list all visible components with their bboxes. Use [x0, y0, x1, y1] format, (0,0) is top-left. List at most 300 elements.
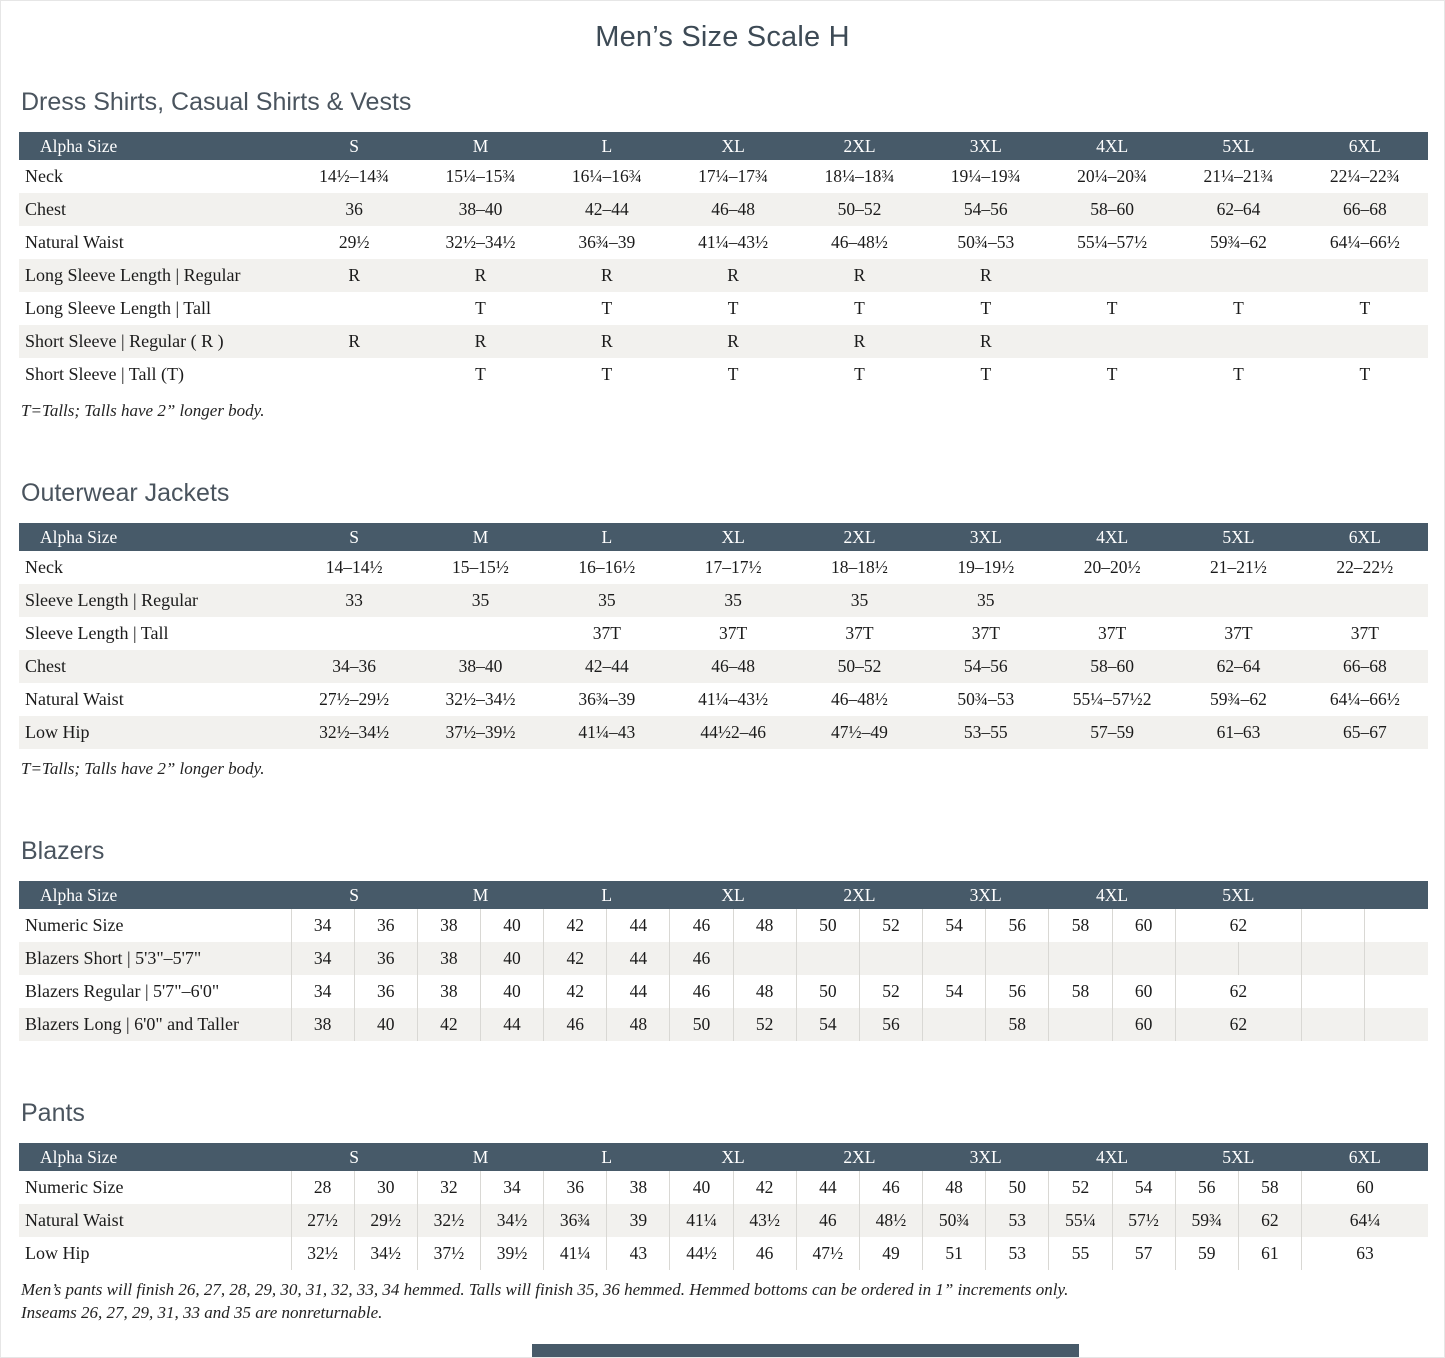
table-cell: 37T [1350, 623, 1379, 643]
table-cell: 28 [291, 1171, 354, 1204]
table-cell: 52 [733, 1008, 796, 1041]
table-cell: 55¼–57½ [1077, 232, 1148, 252]
footnote: T=Talls; Talls have 2” longer body. [21, 759, 265, 778]
table-cell [1175, 259, 1301, 292]
table-cell: 27½–29½ [319, 689, 390, 709]
table-row [19, 909, 1428, 942]
table-row [19, 1204, 1428, 1237]
table-cell: 46 [670, 942, 733, 975]
table-cell: 58 [986, 1008, 1049, 1041]
table-cell: 61 [1238, 1237, 1301, 1270]
table-cell: 53 [986, 1237, 1049, 1270]
column-header: L [544, 1143, 670, 1171]
table-cell: 47½–49 [831, 722, 888, 742]
table-cell: T [854, 298, 865, 318]
table-cell: R [853, 331, 866, 351]
table-cell: 44 [607, 942, 670, 975]
table-cell [291, 358, 417, 391]
table-cell: 36 [544, 1171, 607, 1204]
table-cell: 59 [1175, 1237, 1238, 1270]
table-cell: 17–17½ [704, 557, 762, 577]
column-header: S [291, 523, 417, 551]
table-cell: 16¼–16¾ [571, 166, 642, 186]
table-cell [1175, 584, 1301, 617]
column-header: S [291, 132, 417, 160]
table-cell: 57 [1112, 1237, 1175, 1270]
table-cell: T [601, 364, 613, 384]
table-cell: 54 [796, 1008, 859, 1041]
table-cell [733, 942, 796, 975]
table-cell: T [854, 364, 865, 384]
table-row [19, 226, 1428, 259]
size-tables-container [1, 88, 1444, 1323]
table-cell: 63 [1302, 1237, 1429, 1270]
table-cell: 46 [796, 1204, 859, 1237]
column-header: 6XL [1302, 523, 1428, 551]
table-cell [291, 617, 417, 650]
table-cell: 14–14½ [325, 557, 383, 577]
table-cell: 43½ [733, 1204, 796, 1237]
table-cell: 41¼ [670, 1204, 733, 1237]
table-cell [1365, 942, 1428, 975]
table-cell: 41¼ [544, 1237, 607, 1270]
table-cell: 22¼–22¾ [1329, 166, 1400, 186]
table-cell: 66–68 [1342, 656, 1387, 676]
table-cell: 54 [1112, 1171, 1175, 1204]
table-cell: 62 [1175, 909, 1301, 942]
table-cell [1365, 909, 1428, 942]
header-row [19, 1143, 1428, 1171]
table-cell: 50 [796, 975, 859, 1008]
table-cell: R [727, 331, 739, 351]
table-cell: 48½ [859, 1204, 922, 1237]
table-cell: 43 [607, 1237, 670, 1270]
column-header: 6XL [1302, 1143, 1429, 1171]
table-cell: 64¼–66½ [1329, 689, 1400, 709]
table-cell: 35 [471, 590, 490, 610]
table-cell: R [474, 265, 487, 285]
table-cell: 34–36 [332, 656, 377, 676]
table-cell: 36 [354, 909, 417, 942]
table-cell [291, 292, 417, 325]
size-table [19, 132, 1428, 391]
column-header: S [291, 1143, 417, 1171]
table-cell: 38–40 [458, 656, 503, 676]
table-cell: 57–59 [1090, 722, 1134, 742]
table-cell: 14½–14¾ [319, 166, 390, 186]
table-cell: 34 [480, 1171, 543, 1204]
table-cell [1112, 942, 1175, 975]
table-cell: 38 [291, 1008, 354, 1041]
table-row [19, 650, 1428, 683]
table-cell: 60 [1112, 975, 1175, 1008]
table-cell: 59¾ [1175, 1204, 1238, 1237]
table-cell: 61–63 [1216, 722, 1261, 742]
table-cell: 46–48½ [831, 689, 888, 709]
table-cell [1302, 259, 1428, 292]
table-cell: T [1359, 298, 1371, 318]
table-cell: 54–56 [963, 656, 1008, 676]
column-header: 5XL [1175, 523, 1301, 551]
table-cell: T [475, 298, 486, 318]
table-cell [1049, 325, 1175, 358]
column-header: 2XL [796, 1143, 922, 1171]
table-cell: 53 [986, 1204, 1049, 1237]
column-header: 6XL [1302, 132, 1428, 160]
row-label: Low Hip [25, 1243, 90, 1263]
table-row [19, 975, 1428, 1008]
table-cell: 32½ [291, 1237, 354, 1270]
table-cell: 46 [670, 975, 733, 1008]
table-cell: 56 [986, 975, 1049, 1008]
table-cell [1049, 259, 1175, 292]
table-cell: 15¼–15¾ [445, 166, 516, 186]
row-label: Chest [25, 199, 67, 219]
row-label: Neck [25, 166, 63, 186]
table-cell [1302, 975, 1365, 1008]
column-header: 3XL [923, 132, 1049, 160]
table-cell: 19¼–19¾ [950, 166, 1021, 186]
table-cell: 50–52 [837, 656, 882, 676]
table-row [19, 160, 1428, 193]
table-cell [1175, 325, 1301, 358]
table-cell: 52 [859, 975, 922, 1008]
table-cell: R [853, 265, 866, 285]
column-header: 4XL [1049, 881, 1175, 909]
table-cell: 46 [859, 1171, 922, 1204]
row-label: Numeric Size [25, 1177, 124, 1197]
table-cell: 55¼–57½2 [1072, 689, 1152, 709]
table-cell: R [979, 265, 992, 285]
table-cell: 65–67 [1342, 722, 1387, 742]
table-cell: 42 [417, 1008, 480, 1041]
table-cell: 42 [544, 942, 607, 975]
table-cell: 62–64 [1216, 199, 1261, 219]
column-header: M [417, 881, 543, 909]
table-cell: 40 [354, 1008, 417, 1041]
table-cell: 32 [417, 1171, 480, 1204]
table-cell: 37T [1098, 623, 1127, 643]
table-cell: 37T [845, 623, 874, 643]
table-cell: 37T [719, 623, 748, 643]
table-cell: 38–40 [458, 199, 503, 219]
table-cell: 33 [345, 590, 363, 610]
table-cell: 40 [480, 909, 543, 942]
table-cell: 60 [1302, 1171, 1429, 1204]
row-label: Blazers Short | 5'3"–5'7" [25, 948, 202, 968]
table-cell: 18¼–18¾ [824, 166, 895, 186]
table-cell: 32½ [417, 1204, 480, 1237]
column-header: XL [670, 523, 796, 551]
size-chart-document [1, 1, 1444, 1323]
table-cell: T [980, 298, 992, 318]
table-cell [1049, 584, 1175, 617]
table-cell: 48 [923, 1171, 986, 1204]
table-cell: 21¼–21¾ [1203, 166, 1274, 186]
table-cell: 64¼ [1302, 1204, 1429, 1237]
table-row [19, 716, 1428, 749]
section-heading: Dress Shirts, Casual Shirts & Vests [21, 88, 412, 116]
section-dress-shirts-casual-shirts-vests [19, 88, 1426, 421]
section-heading: Blazers [21, 837, 105, 865]
table-cell: 30 [354, 1171, 417, 1204]
alpha-size-header: Alpha Size [19, 523, 291, 551]
table-cell: 58 [1049, 909, 1112, 942]
table-cell: 48 [733, 975, 796, 1008]
table-cell: 18–18½ [831, 557, 888, 577]
table-cell: 50¾–53 [957, 232, 1015, 252]
table-cell [1302, 942, 1365, 975]
table-row [19, 683, 1428, 716]
header-row [19, 523, 1428, 551]
row-label: Sleeve Length | Regular [25, 590, 199, 610]
table-cell: 37T [1224, 623, 1253, 643]
table-cell: 34½ [480, 1204, 543, 1237]
table-cell: 50 [986, 1171, 1049, 1204]
table-row [19, 942, 1428, 975]
column-header: 5XL [1175, 1143, 1301, 1171]
table-cell: 66–68 [1342, 199, 1387, 219]
table-cell: T [1106, 298, 1118, 318]
section-heading: Pants [21, 1099, 85, 1127]
table-cell [1302, 584, 1428, 617]
footnote: T=Talls; Talls have 2” longer body. [21, 401, 265, 420]
table-cell [859, 942, 922, 975]
table-cell: 59¾–62 [1210, 232, 1267, 252]
table-cell: 56 [1175, 1171, 1238, 1204]
table-cell: 37½–39½ [445, 722, 516, 742]
table-cell: 58 [1238, 1171, 1301, 1204]
table-row [19, 1171, 1428, 1204]
column-header: L [544, 881, 670, 909]
table-cell: 47½ [796, 1237, 859, 1270]
footnote: Men’s pants will finish 26, 27, 28, 29, 30, 31, 32, 33, 34 hemmed. Talls will finish 35, 36 hemmed. Hemmed bottoms can be ordered in 1” increments only. [21, 1280, 1069, 1299]
table-cell: 20¼–20¾ [1077, 166, 1148, 186]
table-row [19, 325, 1428, 358]
table-cell: 44½ [670, 1237, 733, 1270]
table-cell: T [1233, 364, 1244, 384]
row-label: Natural Waist [25, 1210, 124, 1230]
table-cell: 44 [480, 1008, 543, 1041]
column-header: 2XL [796, 881, 922, 909]
table-cell: 54 [923, 909, 986, 942]
row-label: Numeric Size [25, 915, 124, 935]
table-cell: T [980, 364, 992, 384]
table-row [19, 551, 1428, 584]
column-header: 3XL [923, 881, 1049, 909]
table-cell: 39½ [480, 1237, 543, 1270]
table-cell: 36 [345, 199, 363, 219]
table-row [19, 193, 1428, 226]
table-cell: 36¾–39 [578, 689, 636, 709]
table-cell: T [727, 298, 739, 318]
table-cell: 42 [544, 975, 607, 1008]
section-blazers [19, 837, 1426, 1041]
table-cell [1175, 942, 1238, 975]
table-cell: 42–44 [584, 656, 629, 676]
table-cell: 62–64 [1216, 656, 1261, 676]
table-cell: 35 [850, 590, 869, 610]
column-header: 4XL [1049, 132, 1175, 160]
table-cell: R [348, 265, 360, 285]
table-cell [1302, 325, 1428, 358]
table-cell: 34 [291, 909, 354, 942]
table-cell: 46–48 [711, 199, 756, 219]
row-label: Neck [25, 557, 63, 577]
table-cell: 49 [859, 1237, 922, 1270]
table-cell: 27½ [291, 1204, 354, 1237]
row-label: Long Sleeve Length | Regular [25, 265, 241, 285]
table-cell: 22–22½ [1336, 557, 1394, 577]
table-row [19, 617, 1428, 650]
table-cell: 56 [986, 909, 1049, 942]
table-cell: 36¾–39 [578, 232, 636, 252]
column-header: M [417, 1143, 543, 1171]
table-cell: 34½ [354, 1237, 417, 1270]
table-cell: 15–15½ [452, 557, 509, 577]
table-cell: 42 [733, 1171, 796, 1204]
row-label: Sleeve Length | Tall [25, 623, 169, 643]
table-cell: 17¼–17¾ [698, 166, 769, 186]
section-pants [19, 1099, 1426, 1323]
table-cell: 58–60 [1090, 656, 1134, 676]
table-cell [1302, 909, 1365, 942]
table-cell: 62 [1175, 1008, 1301, 1041]
table-cell: R [600, 265, 613, 285]
table-cell: 51 [923, 1237, 986, 1270]
table-cell: 35 [598, 590, 616, 610]
table-row [19, 1237, 1428, 1270]
table-cell: 34 [291, 975, 354, 1008]
row-label: Chest [25, 656, 67, 676]
table-cell: 50 [670, 1008, 733, 1041]
table-cell: 55 [1049, 1237, 1112, 1270]
table-cell: 36 [354, 975, 417, 1008]
table-cell: 62 [1175, 975, 1301, 1008]
table-cell: 42–44 [584, 199, 629, 219]
table-row [19, 1008, 1428, 1041]
table-cell: 46–48½ [831, 232, 888, 252]
table-cell: 55¼ [1049, 1204, 1112, 1237]
size-table [19, 523, 1428, 749]
table-cell: 50¾ [923, 1204, 986, 1237]
table-cell [1365, 975, 1428, 1008]
table-cell: 29½ [338, 232, 370, 252]
column-header: 3XL [923, 1143, 1049, 1171]
table-cell: T [475, 364, 486, 384]
table-cell: 48 [733, 909, 796, 942]
section-heading: Outerwear Jackets [21, 479, 230, 507]
table-cell: 44 [796, 1171, 859, 1204]
header-row [19, 132, 1428, 160]
table-cell: 38 [417, 975, 480, 1008]
table-cell: 34 [291, 942, 354, 975]
row-label: Natural Waist [25, 689, 124, 709]
column-header: 3XL [923, 523, 1049, 551]
row-label: Blazers Regular | 5'7"–6'0" [25, 981, 220, 1001]
table-cell: R [348, 331, 360, 351]
column-header: XL [670, 1143, 796, 1171]
page-title: Men’s Size Scale H [595, 21, 850, 53]
table-cell [1365, 1008, 1428, 1041]
table-cell: 32½–34½ [319, 722, 390, 742]
table-cell: 56 [859, 1008, 922, 1041]
table-cell: 32½–34½ [445, 689, 516, 709]
table-cell: R [474, 331, 487, 351]
table-cell: 36 [354, 942, 417, 975]
column-header: XL [670, 132, 796, 160]
table-cell: 48 [607, 1008, 670, 1041]
table-cell: 29½ [354, 1204, 417, 1237]
table-cell: T [1106, 364, 1118, 384]
column-header: 4XL [1049, 523, 1175, 551]
table-cell: 37½ [417, 1237, 480, 1270]
table-cell: 50 [796, 909, 859, 942]
alpha-size-header: Alpha Size [19, 881, 291, 909]
table-cell: 58–60 [1090, 199, 1134, 219]
table-cell: 50¾–53 [957, 689, 1015, 709]
table-cell: 62 [1238, 1204, 1301, 1237]
column-header: S [291, 881, 417, 909]
table-cell: 46 [670, 909, 733, 942]
table-cell: T [1359, 364, 1371, 384]
table-cell: T [727, 364, 739, 384]
column-header: 2XL [796, 523, 922, 551]
column-header: XL [670, 881, 796, 909]
cropped-next-table-header [532, 1344, 1079, 1357]
table-cell: 16–16½ [578, 557, 636, 577]
row-label: Short Sleeve | Regular ( R ) [25, 331, 224, 351]
table-cell: T [601, 298, 613, 318]
table-cell: 40 [670, 1171, 733, 1204]
table-cell: 52 [1049, 1171, 1112, 1204]
row-label: Blazers Long | 6'0" and Taller [25, 1014, 240, 1034]
table-row [19, 584, 1428, 617]
table-cell: 41¼–43½ [698, 689, 769, 709]
table-cell: 50–52 [837, 199, 882, 219]
table-cell [986, 942, 1049, 975]
column-header: M [417, 132, 543, 160]
table-cell: 60 [1112, 1008, 1175, 1041]
section-outerwear-jackets [19, 479, 1426, 779]
table-cell [923, 1008, 986, 1041]
table-cell: 46–48 [711, 656, 756, 676]
table-cell [1049, 942, 1112, 975]
table-cell: 41¼–43 [578, 722, 636, 742]
table-cell: 46 [544, 1008, 607, 1041]
table-cell: 21–21½ [1210, 557, 1267, 577]
table-row [19, 358, 1428, 391]
table-cell: 37T [592, 623, 621, 643]
table-cell: 44½2–46 [700, 722, 766, 742]
table-cell: 64¼–66½ [1329, 232, 1400, 252]
table-cell: 53–55 [963, 722, 1008, 742]
table-cell: 46 [733, 1237, 796, 1270]
table-cell: 20–20½ [1083, 557, 1141, 577]
table-cell: 44 [607, 909, 670, 942]
table-cell: 59¾–62 [1210, 689, 1267, 709]
table-cell [796, 942, 859, 975]
header-row [19, 881, 1428, 909]
table-cell: 40 [480, 942, 543, 975]
column-header: 4XL [1049, 1143, 1175, 1171]
column-header: M [417, 523, 543, 551]
table-cell: 19–19½ [957, 557, 1015, 577]
table-cell: 54 [923, 975, 986, 1008]
column-header [1302, 881, 1429, 909]
alpha-size-header: Alpha Size [19, 132, 291, 160]
table-cell: T [1233, 298, 1244, 318]
